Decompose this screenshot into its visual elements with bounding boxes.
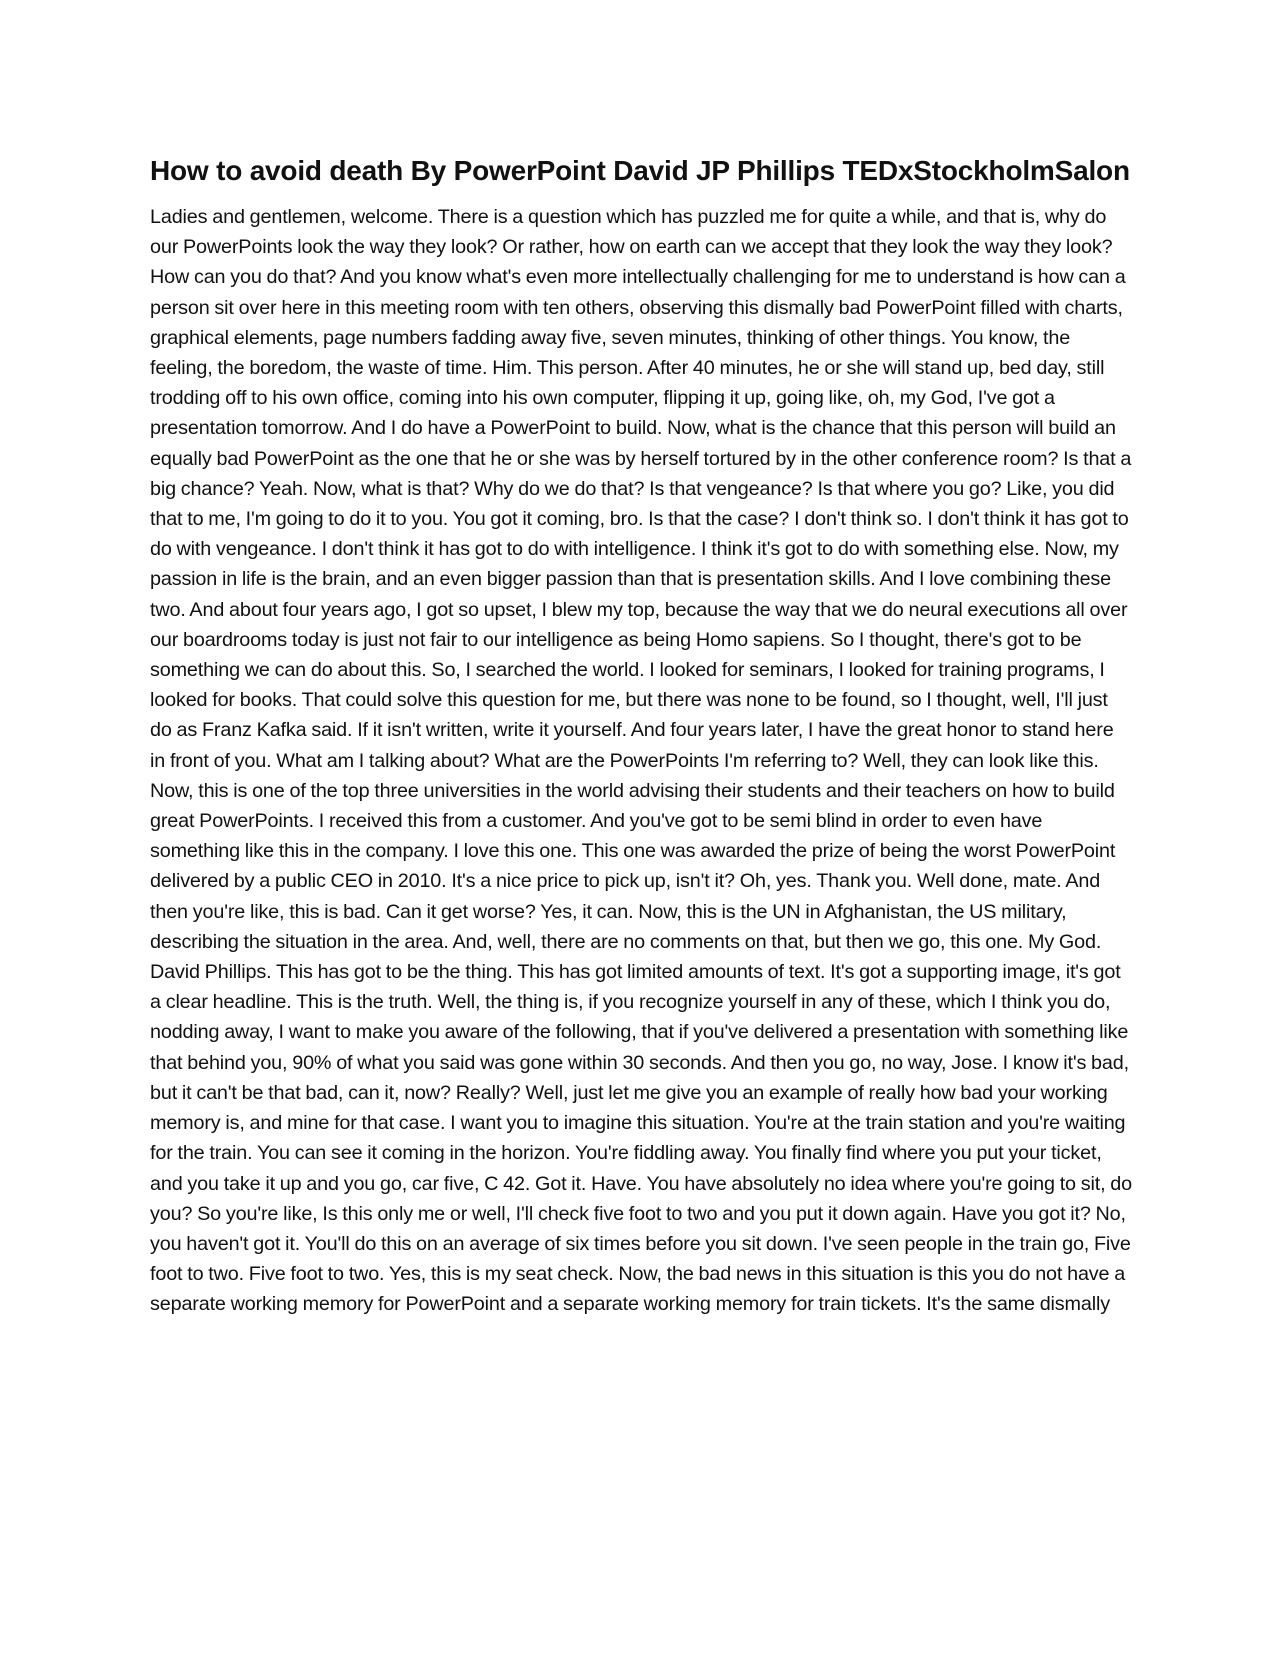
document-page	[150, 150, 1132, 1320]
transcript-paragraph: Ladies and gentlemen, welcome. There is a question which has puzzled me for quite a while, and that is, why do our PowerPoints look the way they look? Or rather, how on earth can we accept that they look the way they look? How can you do that? And you know what's even more intellectually challenging for me to understand is how can a person sit over here in this meeting room with ten others, observing this dismally bad PowerPoint filled with charts, graphical elements, page numbers fadding away five, seven minutes, thinking of other things. You know, the feeling, the boredom, the waste of time. Him. This person. After 40 minutes, he or she will stand up, bed day, still trodding off to his own office, coming into his own computer, flipping it up, going like, oh, my God, I've got a presentation tomorrow. And I do have a PowerPoint to build. Now, what is the chance that this person will build an equally bad PowerPoint as the one that he or she was by herself tortured by in the other conference room? Is that a big chance? Yeah. Now, what is that? Why do we do that? Is that vengeance? Is that where you go? Like, you did that to me, I'm going to do it to you. You got it coming, bro. Is that the case? I don't think so. I don't think it has got to do with vengeance. I don't think it has got to do with intelligence. I think it's got to do with something else. Now, my passion in life is the brain, and an even bigger passion than that is presentation skills. And I love combining these two. And about four years ago, I got so upset, I blew my top, because the way that we do neural executions all over our boardrooms today is just not fair to our intelligence as being Homo sapiens. So I thought, there's got to be something we can do about this. So, I searched the world. I looked for seminars, I looked for training programs, I looked for books. That could solve this question for me, but there was none to be found, so I thought, well, I'll just do as Franz Kafka said. If it isn't written, write it yourself. And four years later, I have the great honor to stand here in front of you. What am I talking about? What are the PowerPoints I'm referring to? Well, they can look like this. Now, this is one of the top three universities in the world advising their students and their teachers on how to build great PowerPoints. I received this from a customer. And you've got to be semi blind in order to even have something like this in the company. I love this one. This one was awarded the prize of being the worst PowerPoint delivered by a public CEO in 2010. It's a nice price to pick up, isn't it? Oh, yes. Thank you. Well done, mate. And then you're like, this is bad. Can it get worse? Yes, it can. Now, this is the UN in Afghanistan, the US military, describing the situation in the area. And, well, there are no comments on that, but then we go, this one. My God. David Phillips. This has got to be the thing. This has got limited amounts of text. It's got a supporting image, it's got a clear headline. This is the truth. Well, the thing is, if you recognize yourself in any of these, which I think you do, nodding away, I want to make you aware of the following, that if you've delivered a presentation with something like that behind you, 90% of what you said was gone within 30 seconds. And then you go, no way, Jose. I know it's bad, but it can't be that bad, can it, now? Really? Well, just let me give you an example of really how bad your working memory is, and mine for that case. I want you to imagine this situation. You're at the train station and you're waiting for the train. You can see it coming in the horizon. You're fiddling away. You finally find where you put your ticket, and you take it up and you go, car five, C 42. Got it. Have. You have absolutely no idea where you're going to sit, do you? So you're like, Is this only me or well, I'll check five foot to two and you put it down again. Have you got it? No, you haven't got it. You'll do this on an average of six times before you sit down. I've seen people in the train go, Five foot to two. Five foot to two. Yes, this is my seat check. Now, the bad news in this situation is this you do not have a separate working memory for PowerPoint and a separate working memory for train tickets. It's the same dismally	[150, 206, 1132, 1316]
document-title: How to avoid death By PowerPoint David JP Phillips TEDxStockholmSalon	[150, 155, 1130, 186]
